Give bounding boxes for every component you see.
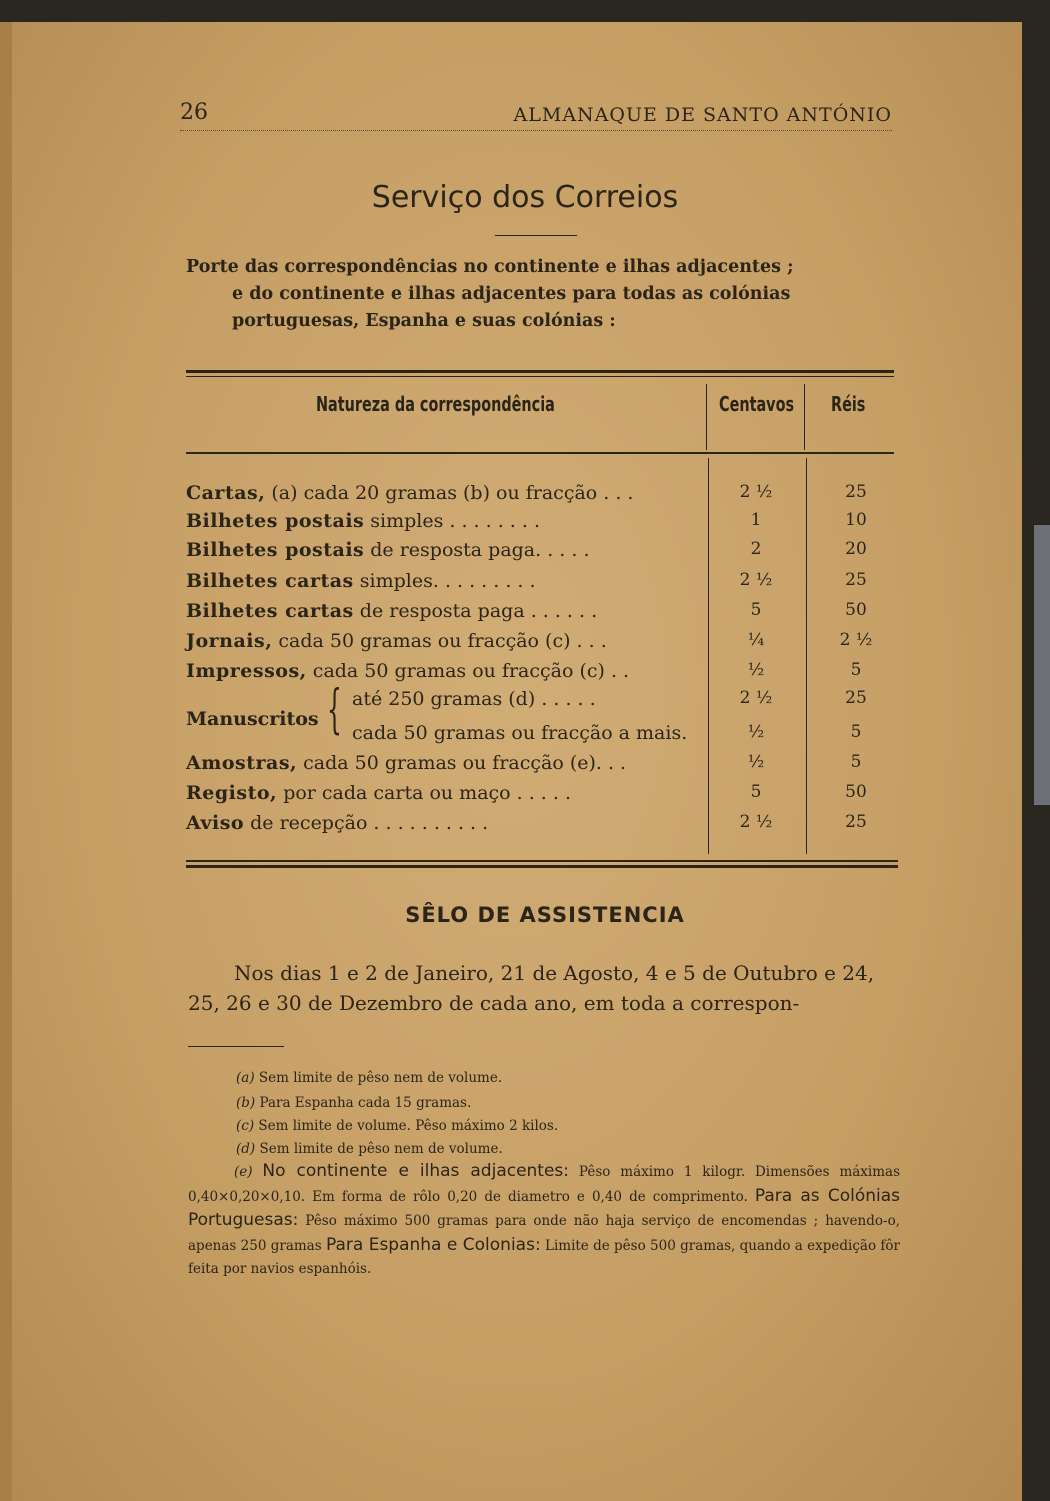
table-row: Amostras, cada 50 gramas ou fracção (e). . . ½ 5 (186, 752, 862, 774)
footnote: (a) Sem limite de pêso nem de volume. (236, 1070, 503, 1086)
table-header-rule (186, 452, 894, 454)
column-divider (804, 384, 805, 450)
header-nature: Natureza da correspondência (316, 392, 555, 416)
footnote: (b) Para Espanha cada 15 gramas. (236, 1095, 472, 1111)
header-reis: Réis (831, 392, 866, 416)
table-row: até 250 gramas (d) . . . . . 2 ½ 25 (352, 688, 867, 710)
table-row: Registo, por cada carta ou maço . . . . . 5 50 (186, 782, 867, 804)
table-row: cada 50 gramas ou fracção a mais. ½ 5 (352, 722, 862, 744)
table-row: Bilhetes cartas simples. . . . . . . . . 2 ½ 25 (186, 570, 867, 592)
table-row: Cartas, (a) cada 20 gramas (b) ou fracção . . . 2 ½ 25 (186, 482, 867, 504)
intro-text (186, 254, 896, 335)
manuscritos-label: Manuscritos (186, 708, 319, 730)
footnote-e: (e) No continente e ilhas adjacentes: Pêso máximo 1 kilogr. Dimensões máximas 0,40×0,20×0,10. Em forma de rôlo 0,20 de diametro e 0,40 de comprimento. Para as Colónias Portuguesas: Pêso máximo 500 gramas para onde não haja serviço de encomendas ; havendo-o, apenas 250 gramas Para Espanha e Colonias: Limite de pêso 500 gramas, quando a expedição fôr feita por navios espanhóis. (188, 1161, 900, 1277)
running-header (180, 100, 892, 131)
page-edge (0, 22, 12, 1501)
table-bottom-rule (186, 860, 898, 862)
column-divider (706, 384, 707, 450)
table-bottom-rule-thick (186, 865, 898, 868)
table-row: Jornais, cada 50 gramas ou fracção (c) . . . ¼ 2 ½ (186, 630, 873, 652)
table-row: Bilhetes postais simples . . . . . . . . 1 10 (186, 510, 867, 532)
table-row: Impressos, cada 50 gramas ou fracção (c) . . ½ 5 (186, 660, 862, 682)
table-row: Aviso de recepção . . . . . . . . . . 2 ½ 25 (186, 812, 867, 834)
footnote-rule (188, 1046, 284, 1047)
intro-line: portuguesas, Espanha e suas colónias : (232, 311, 616, 331)
brace-icon: { (327, 680, 342, 740)
page-number: 26 (180, 100, 208, 125)
header-centavos: Centavos (719, 392, 795, 416)
page-title: Serviço dos Correios (371, 180, 679, 215)
body-paragraph: Nos dias 1 e 2 de Janeiro, 21 de Agosto, 4 e 5 de Outubro e 24, 25, 26 e 30 de Dezembro de cada ano, em toda a correspon- (188, 961, 875, 1015)
table-top-rule (186, 370, 894, 373)
title-rule (495, 235, 577, 236)
table-top-rule-thin (186, 376, 894, 377)
table-row: Bilhetes postais de resposta paga. . . . . 2 20 (186, 539, 867, 561)
running-title: ALMANAQUE DE SANTO ANTÓNIO (513, 104, 892, 126)
intro-line: Porte das correspondências no continente e ilhas adjacentes ; (186, 257, 794, 277)
intro-line: e do continente e ilhas adjacentes para todas as colónias (232, 284, 791, 304)
footnote: (d) Sem limite de pêso nem de volume. (236, 1141, 503, 1157)
footnote: (c) Sem limite de volume. Pêso máximo 2 kilos. (236, 1118, 559, 1134)
section-heading: SÊLO DE ASSISTENCIA (405, 903, 685, 927)
table-row: Bilhetes cartas de resposta paga . . . . . . 5 50 (186, 600, 867, 622)
bookmark-tab (1034, 525, 1050, 805)
